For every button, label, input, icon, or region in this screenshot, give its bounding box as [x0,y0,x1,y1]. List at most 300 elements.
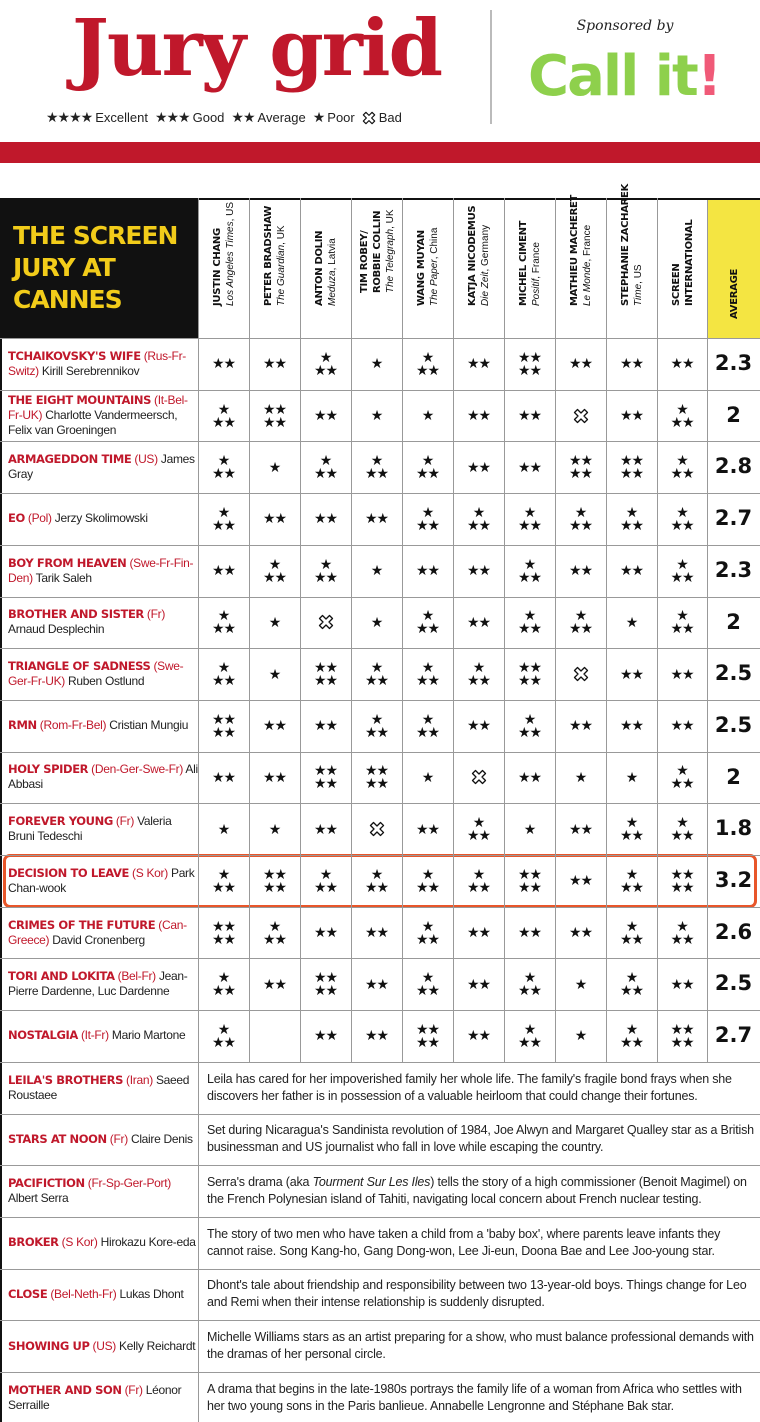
film-director: Ali Abbasi [8,762,198,792]
score-cell [657,958,707,1010]
star-icons: ★★ [466,1027,491,1044]
film-origin: (US) [134,452,158,467]
film-title: SHOWING UP [8,1338,90,1353]
critic-column-header [657,198,707,338]
star-icons: ★ [370,659,383,676]
star-icons: ★ [625,917,638,934]
critic-column-header [300,198,351,338]
score-cell [555,493,606,545]
critic-header-text [466,206,492,306]
star-icons: ★ [574,607,587,624]
score-cell [453,958,504,1010]
critic-publication [275,206,288,306]
star-icons: ★★ [415,516,440,533]
film-row-info [8,349,198,379]
critic-publication [224,202,237,306]
star-icons: ★ [217,452,230,469]
film-title: FOREVER YOUNG [8,814,113,829]
score-cell [453,390,504,442]
star-icons: ★★ [670,1033,694,1050]
star-icons: ★★ [313,1027,338,1044]
film-director: Claire Denis [130,1131,193,1146]
film-title: BOY FROM HEAVEN [8,555,127,570]
star-icons: ★★ [517,348,542,365]
jury-grid [0,183,760,1422]
star-icons: ★★ [517,723,542,740]
score-cell [453,700,504,752]
score-cell [453,1010,504,1062]
star-icons: ★ [421,452,434,469]
legend-stars: ★★★★ [46,109,93,125]
score-cell [351,390,402,442]
score-cell [504,390,555,442]
score-cell [351,907,402,959]
film-title: ARMAGEDDON TIME [8,452,132,467]
publication-name: Positif [531,278,542,306]
star-icons: ★★ [466,355,491,372]
score-cell [606,493,657,545]
star-icons: ★★ [619,717,644,734]
sponsor-logo-text: Call it [528,44,697,109]
star-icons: ★ [676,814,688,831]
score-cell [657,493,707,545]
score-cell [606,390,657,442]
star-icons: ★★ [415,982,440,999]
star-icons: ★★ [517,568,542,585]
star-icons: ★★ [568,872,593,889]
star-icons: ★ [676,607,688,624]
star-icons: ★ [625,814,638,831]
score-cell [300,803,351,855]
score-cell [249,545,300,597]
star-icons: ★★ [262,355,287,372]
score-cell [504,597,555,649]
star-icons: ★★ [670,865,694,882]
score-cell [351,700,402,752]
star-icons: ★★ [670,878,694,895]
star-icons: ★ [574,975,587,992]
film-director: Hirokazu Kore-eda [100,1235,196,1250]
star-icons: ★ [421,659,434,676]
critic-name-line2: ROBBIE COLLIN [371,210,383,293]
star-icons: ★★ [211,710,236,727]
score-cell [402,597,453,649]
critic-name: WANG MUYAN [416,230,427,306]
film-director: Léonor Serraille [8,1382,182,1412]
film-title: CLOSE [8,1286,48,1301]
film-origin: (It-Bel-Fr-UK) [8,393,188,423]
score-cell [249,493,300,545]
critic-header-text [262,206,288,306]
critic-header-text [211,202,237,306]
synopsis-italic: Tourment Sur Les Iles [312,1175,431,1190]
score-cell [402,390,453,442]
star-icons: ★★ [517,620,542,637]
star-icons: ★★ [211,723,236,740]
star-icons: ★★ [211,672,236,689]
film-origin: (US) [92,1338,116,1353]
star-icons: ★★ [619,878,644,895]
critic-column-header [606,183,657,338]
score-cell [606,958,657,1010]
score-cell [453,907,504,959]
star-icons: ★★ [466,975,491,992]
film-title: NOSTALGIA [8,1028,78,1043]
score-cell [555,1010,606,1062]
score-cell [249,803,300,855]
score-cell [504,1010,555,1062]
score-cell [504,752,555,804]
publication-country: , France [582,224,593,262]
average-score: 3.2 [714,868,753,892]
film-title: TCHAIKOVSKY'S WIFE [8,348,141,363]
film-title: BROKER [8,1235,59,1250]
star-icons: ★★ [211,413,236,430]
star-icons: ★ [523,710,536,727]
bad-cross-icon [471,769,487,785]
star-icons: ★ [676,452,688,469]
star-icons: ★ [319,865,332,882]
critic-header-text [313,231,339,306]
star-icons: ★ [370,562,383,579]
bad-cross-icon [573,666,589,682]
score-cell [606,855,657,907]
star-icons: ★★ [313,568,338,585]
star-icons: ★★ [313,717,338,734]
star-icons: ★★ [466,924,491,941]
film-row-info [8,1073,198,1103]
score-cell [300,493,351,545]
row-divider [0,1165,760,1166]
film-director: Tarik Saleh [35,570,92,585]
star-icons: ★★ [670,413,694,430]
film-title: BROTHER AND SISTER [8,607,144,622]
bad-cross-icon [573,408,589,424]
star-icons: ★★ [211,917,236,934]
film-director: Kirill Serebrennikov [41,363,140,378]
film-origin: (Bel-Fr) [117,969,156,984]
film-origin: (Bel-Neth-Fr) [50,1286,117,1301]
star-icons: ★ [421,407,434,424]
film-synopsis: The story of two men who have taken a child from a 'baby box', where parents leave infants they cannot raise. Song Kang-ho, Gang Dong-won, Lee Ji-eun, Doona Bae and Lee Joo-young star. [207,1226,721,1258]
legend-item [313,109,355,126]
star-icons: ★★ [211,516,236,533]
publication-name: The Telegraph [384,228,396,293]
score-cell [657,545,707,597]
film-synopsis: Dhont's tale about friendship and responsibility between two 13-year-old boys. Things change for Leo and Remi when their intense relationship is suddenly disrupted. [207,1278,747,1310]
film-title: MOTHER AND SON [8,1382,122,1397]
star-icons: ★★ [415,820,440,837]
film-director: James Gray [8,452,195,482]
star-icons: ★★ [415,723,440,740]
critic-header-text [517,221,543,306]
star-icons: ★ [523,555,536,572]
star-icons: ★ [421,607,434,624]
star-icons: ★★ [262,865,287,882]
sponsor-logo [528,44,720,110]
star-icons: ★★ [670,620,694,637]
film-director: Saeed Roustaee [8,1072,190,1102]
score-cell [402,855,453,907]
star-icons: ★ [625,503,638,520]
score-cell [300,338,351,390]
publication-name: Le Monde [582,261,593,306]
score-cell [555,700,606,752]
score-cell [657,752,707,804]
row-divider [0,1320,760,1321]
score-cell [198,907,249,959]
star-icons: ★ [370,355,383,372]
film-title: PACIFICTION [8,1176,85,1191]
star-icons: ★ [421,865,434,882]
row-divider [0,1062,760,1063]
film-synopsis: Set during Nicaragua's Sandinista revolution of 1984, Joe Alwyn and Margaret Qualley star as a British businessman and US journalist who fall in love while escaping the country. [207,1123,754,1155]
star-icons: ★★ [313,361,338,378]
legend-label: Good [192,110,225,125]
publication-country: , US [225,201,236,222]
film-row-info [8,1383,198,1413]
critic-column-header [402,198,453,338]
publication-name: The Guardian [276,244,287,306]
score-cell [249,700,300,752]
average-score: 1.8 [714,816,753,841]
publication-country: , UK [384,209,396,229]
score-cell [351,752,402,804]
page-title: Jury grid [72,3,441,94]
star-icons: ★★ [466,458,491,475]
star-icons: ★★ [415,361,440,378]
star-icons: ★ [319,555,332,572]
score-cell [504,855,555,907]
film-title: TRIANGLE OF SADNESS [8,659,151,674]
star-icons: ★ [217,1020,230,1037]
film-origin: (It-Fr) [80,1028,109,1043]
star-icons: ★★ [619,465,644,482]
star-icons: ★ [217,865,230,882]
star-icons: ★★ [415,672,440,689]
score-cell [555,441,606,493]
score-cell [453,338,504,390]
star-icons: ★ [625,865,638,882]
row-divider [0,1114,760,1115]
star-icons: ★★ [262,413,287,430]
star-icons: ★★ [466,827,491,844]
star-icons: ★★ [517,659,542,676]
star-icons: ★★ [619,407,644,424]
star-icons: ★★ [517,407,542,424]
critic-name: PETER BRADSHAW [263,205,274,306]
star-icons: ★ [523,1020,536,1037]
header [0,0,760,142]
score-cell [657,338,707,390]
star-icons: ★★ [415,620,440,637]
legend-label: Poor [327,110,355,125]
critic-publication [479,206,492,306]
star-icons: ★★ [670,465,694,482]
film-row-info [8,1176,198,1206]
star-icons: ★★ [364,878,389,895]
film-row-info [8,659,198,689]
score-cell [300,907,351,959]
film-synopsis [207,1174,755,1208]
film-origin: (Pol) [27,511,52,526]
star-icons: ★★ [568,452,593,469]
star-icons: ★★ [364,762,389,779]
publication-name: Los Angeles Times [225,221,236,306]
score-cell [555,338,606,390]
publication-name: Time [633,283,644,306]
star-icons: ★ [370,452,383,469]
legend-label: Average [257,110,306,125]
star-icons: ★★ [670,775,694,792]
star-icons: ★★ [517,1033,542,1050]
score-cell [402,700,453,752]
star-icons: ★ [268,555,281,572]
film-row-info [8,814,198,844]
critic-header-text [415,228,441,306]
critic-publication [632,184,645,306]
star-icons: ★★ [670,975,694,992]
score-cell [300,597,351,649]
star-icons: ★★ [619,982,644,999]
film-title: DECISION TO LEAVE [8,865,129,880]
star-icons: ★ [625,768,638,785]
film-row-info [8,511,198,526]
star-icons: ★★ [670,717,694,734]
score-cell [249,441,300,493]
score-cell [249,338,300,390]
star-icons: ★★ [313,672,338,689]
score-cell [453,545,504,597]
score-cell [453,648,504,700]
score-cell [402,803,453,855]
star-icons: ★★ [313,924,338,941]
score-cell [249,390,300,442]
score-cell [300,855,351,907]
critic-name: JUSTIN CHANG [212,228,223,306]
score-cell [504,545,555,597]
score-cell [555,390,606,442]
star-icons: ★ [217,659,230,676]
film-row-info [8,1287,198,1302]
score-cell [504,803,555,855]
score-cell [402,907,453,959]
star-icons: ★★ [568,516,593,533]
score-cell [351,648,402,700]
score-cell [198,545,249,597]
film-row-info [8,1339,198,1354]
publication-name: The Paper [429,259,440,306]
average-score: 2 [726,402,741,427]
star-icons: ★ [268,917,281,934]
bad-cross-icon [318,614,334,630]
star-icons: ★★ [415,1020,440,1037]
score-cell [504,907,555,959]
jury-title: THE SCREEN JURY AT CANNES [13,221,178,314]
film-synopsis: A drama that begins in the late-1980s portrays the family life of a woman from Africa who settles with her two young sons in the Paris banlieue. Annabelle Lengronne and Stéphane Bak star. [207,1381,742,1413]
star-icons: ★ [217,820,230,837]
star-icons: ★★ [517,458,542,475]
score-cell [300,390,351,442]
film-row-info [8,1132,198,1147]
score-cell [198,648,249,700]
publication-name: Die Zeit [480,271,491,306]
star-icons: ★★ [619,562,644,579]
film-director: Arnaud Desplechin [8,622,105,637]
star-icons: ★ [421,710,434,727]
star-icons: ★★ [211,620,236,637]
star-icons: ★ [421,503,434,520]
publication-country: , France [531,242,542,279]
average-label: AVERAGE [729,268,740,319]
star-icons: ★★ [262,975,287,992]
score-cell [249,855,300,907]
score-cell [198,597,249,649]
star-icons: ★★ [415,465,440,482]
star-icons: ★★ [364,672,389,689]
star-icons: ★★ [313,762,338,779]
star-icons: ★★ [211,562,236,579]
legend-item [155,109,224,126]
star-icons: ★ [574,503,587,520]
star-icons: ★★ [670,568,694,585]
publication-country: , US [633,264,644,284]
star-icons: ★★ [466,672,491,689]
star-icons: ★★ [313,465,338,482]
score-cell [249,1010,300,1062]
star-icons: ★★ [517,924,542,941]
star-icons: ★★ [262,568,287,585]
sponsor-label: Sponsored by [576,18,674,34]
star-icons: ★★ [415,878,440,895]
film-origin: (Rus-Fr-Switz) [8,348,186,378]
film-row-info [8,452,198,482]
film-origin: (Den-Ger-Swe-Fr) [91,762,184,777]
star-icons: ★★ [364,510,389,527]
critic-column-header [504,198,555,338]
film-director: Jerzy Skolimowski [54,511,148,526]
score-cell [453,493,504,545]
film-origin: (Fr-Sp-Ger-Port) [87,1176,171,1191]
score-cell [657,700,707,752]
star-icons: ★ [523,820,536,837]
star-icons: ★★ [619,452,644,469]
film-director: Mario Martone [111,1028,186,1043]
critic-name: MICHEL CIMENT [518,220,529,306]
star-icons: ★★ [262,930,287,947]
score-cell [198,390,249,442]
star-icons: ★ [319,348,332,365]
star-icons: ★★ [415,930,440,947]
score-cell [555,545,606,597]
star-icons: ★★ [568,620,593,637]
legend-item [46,109,148,126]
star-icons: ★★ [568,465,593,482]
star-icons: ★★ [262,768,287,785]
bad-cross-icon [369,821,385,837]
star-icons: ★ [217,400,230,417]
row-divider [0,1217,760,1218]
average-score: 2.5 [714,712,753,737]
critic-name: KATJA NICODEMUS [467,205,478,306]
star-icons: ★★ [568,820,593,837]
star-icons: ★ [472,659,485,676]
score-cell [198,493,249,545]
critic-name: ANTON DOLIN [314,230,325,306]
legend-item [362,110,402,125]
star-icons: ★★ [313,659,338,676]
star-icons: ★ [421,917,434,934]
